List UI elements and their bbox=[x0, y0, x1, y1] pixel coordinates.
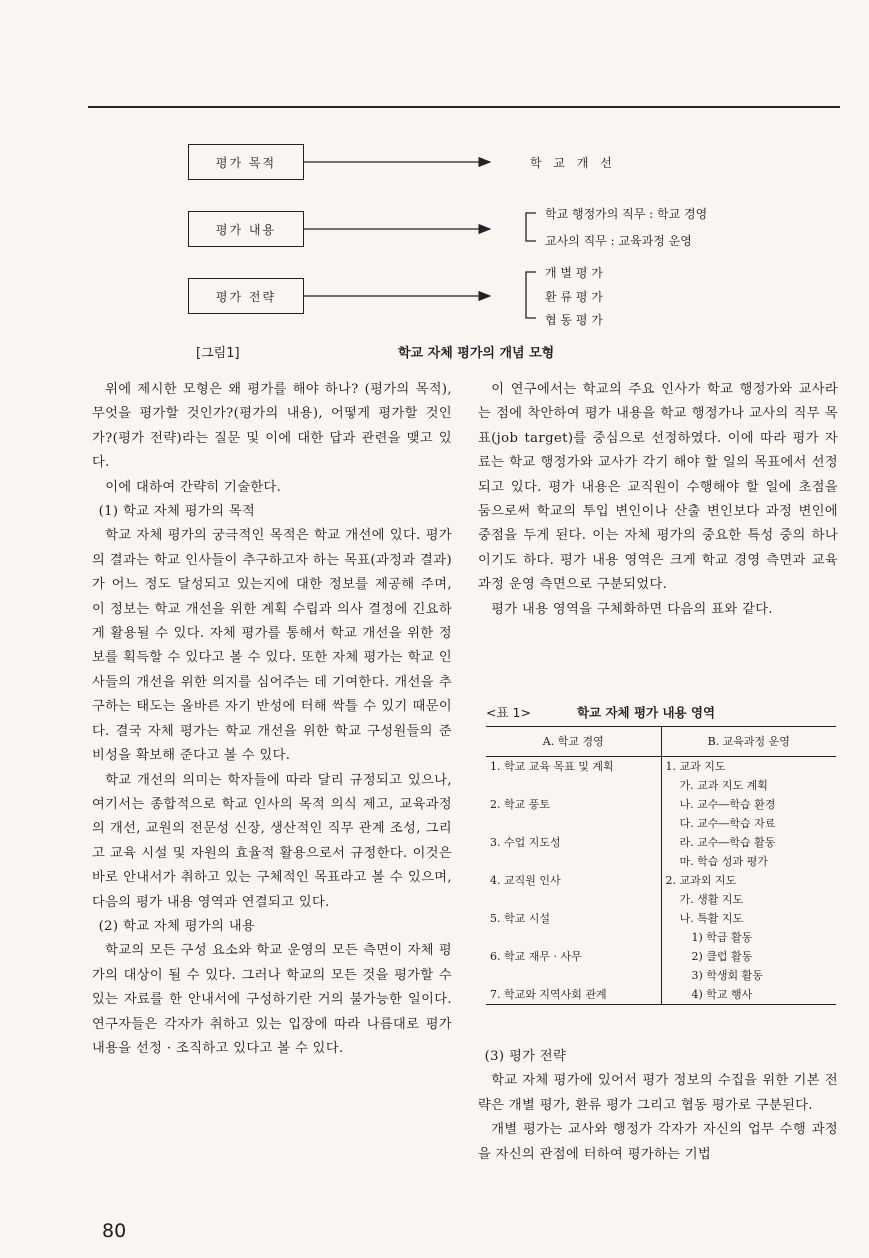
figure-title: 학교 자체 평가의 개념 모형 bbox=[398, 346, 555, 361]
content-item-2: 교사의 직무 : 교육과정 운영 bbox=[545, 234, 692, 248]
content-area-table bbox=[486, 726, 836, 1005]
paragraph: 학교 자체 평가의 궁극적인 목적은 학교 개선에 있다. 평가의 결과는 학교 인사들이 추구하고자 하는 목표(과정과 결과)가 어느 정도 달성되고 있는지에 대한 정보를 제공해 주며, 이 정보는 학교 개선을 위한 계획 수립과 의사 결정에 긴요하게 활용될 수 있다. 자체 평가를 통해서 학교 개선을 위한 정보를 획득할 수 있다고 볼 수 있다. 또한 자체 평가는 학교 인사들의 개선을 위한 의지를 심어주는 데 기여한다. 개선을 추구하는 태도는 올바른 자기 반성에 터해 싹틀 수 있기 때문이다. 결국 자체 평가는 학교 개선을 위한 학교 구성원들의 준비성을 확보해 준다고 볼 수 있다. bbox=[92, 528, 452, 764]
table-label: <표 1> bbox=[486, 705, 531, 720]
table-col-b bbox=[661, 757, 836, 1005]
paragraph: 학교 개선의 의미는 학자들에 따라 달리 규정되고 있으나, 여기서는 종합적으로 학교 인사의 목적 의식 제고, 교육과정의 개선, 교원의 전문성 신장, 생산적인 직무 관계 조성, 그리고 교육 시설 및 자원의 효율적 활용으로서 규정한다. 이것은 바로 안내서가 취하고 있는 구체적인 목표라고 볼 수 있으며, 다음의 평가 내용 영역과 연결되고 있다. bbox=[92, 772, 452, 910]
section-heading: (2) 학교 자체 평가의 내용 bbox=[98, 918, 256, 934]
table-cell: 가. 생활 지도 bbox=[679, 893, 744, 906]
table-cell: 4) 학교 행사 bbox=[691, 988, 753, 1001]
purpose-target: 학 교 개 선 bbox=[530, 156, 616, 170]
paragraph: 개별 평가는 교사와 행정가 각자가 자신의 업무 수행 과정을 자신의 관점에 터하여 평가하는 기법 bbox=[478, 1122, 838, 1162]
table-cell: 2) 클럽 활동 bbox=[691, 950, 753, 963]
table-cell: 1) 학급 활동 bbox=[691, 931, 753, 944]
box-purpose: 평가 목적 bbox=[188, 144, 304, 180]
table-cell: 1. 교과 지도 bbox=[665, 760, 726, 773]
page-number: 80 bbox=[102, 1220, 127, 1242]
table-cell: 5. 학교 시설 bbox=[490, 912, 550, 925]
paragraph: 평가 내용 영역을 구체화하면 다음의 표와 같다. bbox=[491, 601, 773, 617]
paragraph: 학교의 모든 구성 요소와 학교 운영의 모든 측면이 자체 평가의 대상이 될 수 있다. 그러나 학교의 모든 것을 평가할 수 있는 자료를 한 안내서에 구성하기란 거의 불가능한 일이다. 연구자들은 각자가 취하고 있는 입장에 따라 나름대로 평가 내용을 선정 · 조직하고 있다고 볼 수 있다. bbox=[92, 943, 452, 1056]
table-cell: 1. 학교 교육 목표 및 계획 bbox=[490, 760, 614, 773]
box-strategy: 평가 전략 bbox=[188, 278, 304, 314]
table-cell: 나. 특활 지도 bbox=[679, 912, 744, 925]
table-cell: 4. 교직원 인사 bbox=[490, 874, 561, 887]
table-header-b: B. 교육과정 운영 bbox=[661, 727, 836, 757]
strategy-item-2: 환 류 평 가 bbox=[545, 290, 603, 304]
table-cell: 3) 학생회 활동 bbox=[691, 969, 763, 982]
left-column bbox=[92, 378, 452, 1061]
table-cell: 6. 학교 재무 · 사무 bbox=[490, 950, 582, 963]
paragraph: 이에 대하여 간략히 기술한다. bbox=[105, 479, 282, 495]
table-col-a bbox=[486, 757, 661, 1005]
table-cell: 2. 학교 풍토 bbox=[490, 798, 550, 811]
table-cell: 가. 교과 지도 계획 bbox=[679, 779, 768, 792]
strategy-item-1: 개 별 평 가 bbox=[545, 266, 603, 280]
content-item-1: 학교 행정가의 직무 : 학교 경영 bbox=[545, 207, 708, 221]
right-column-bottom bbox=[478, 1045, 838, 1167]
box-content: 평가 내용 bbox=[188, 211, 304, 247]
table-cell: 2. 교과외 지도 bbox=[665, 874, 737, 887]
section-heading: (1) 학교 자체 평가의 목적 bbox=[98, 504, 256, 520]
paragraph: 위에 제시한 모형은 왜 평가를 해야 하나? (평가의 목적), 무엇을 평가할 것인가?(평가의 내용), 어떻게 평가할 것인가?(평가 전략)라는 질문 및 이에 대한 답과 관련을 맺고 있다. bbox=[92, 382, 452, 471]
figure-label: [그림1] bbox=[196, 346, 240, 361]
table-caption bbox=[486, 703, 715, 721]
right-column-top bbox=[478, 378, 838, 622]
paragraph: 이 연구에서는 학교의 주요 인사가 학교 행정가와 교사라는 점에 착안하여 평가 내용을 학교 행정가나 교사의 직무 목표(job target)를 중심으로 선정하였다. 이에 따라 평가 자료는 학교 행정가와 교사가 각기 해야 할 일의 목표에서 선정되고 있다. 평가 내용은 교직원이 수행해야 할 일에 초점을 둠으로써 학교의 투입 변인이나 산출 변인보다 과정 변인에 중점을 두게 된다. 이는 자체 평가의 중요한 특성 중의 하나이기도 하다. 평가 내용 영역은 크게 학교 경영 측면과 교육과정 운영 측면으로 구분되었다. bbox=[478, 382, 838, 593]
table-cell: 라. 교수―학습 활동 bbox=[679, 836, 776, 849]
table-title: 학교 자체 평가 내용 영역 bbox=[576, 705, 716, 720]
table-cell: 7. 학교와 지역사회 관계 bbox=[490, 988, 607, 1001]
table-cell: 3. 수업 지도성 bbox=[490, 836, 561, 849]
table-cell: 마. 학습 성과 평가 bbox=[679, 855, 768, 868]
paragraph: 학교 자체 평가에 있어서 평가 정보의 수집을 위한 기본 전략은 개별 평가, 환류 평가 그리고 협동 평가로 구분된다. bbox=[478, 1073, 838, 1113]
header-rule bbox=[88, 106, 840, 108]
table-cell: 다. 교수―학습 자료 bbox=[679, 817, 776, 830]
table-cell: 나. 교수―학습 환경 bbox=[679, 798, 776, 811]
strategy-item-3: 협 동 평 가 bbox=[545, 313, 603, 327]
table-header-a: A. 학교 경영 bbox=[486, 727, 661, 757]
section-heading: (3) 평가 전략 bbox=[484, 1049, 567, 1064]
concept-diagram-lines bbox=[0, 0, 869, 340]
